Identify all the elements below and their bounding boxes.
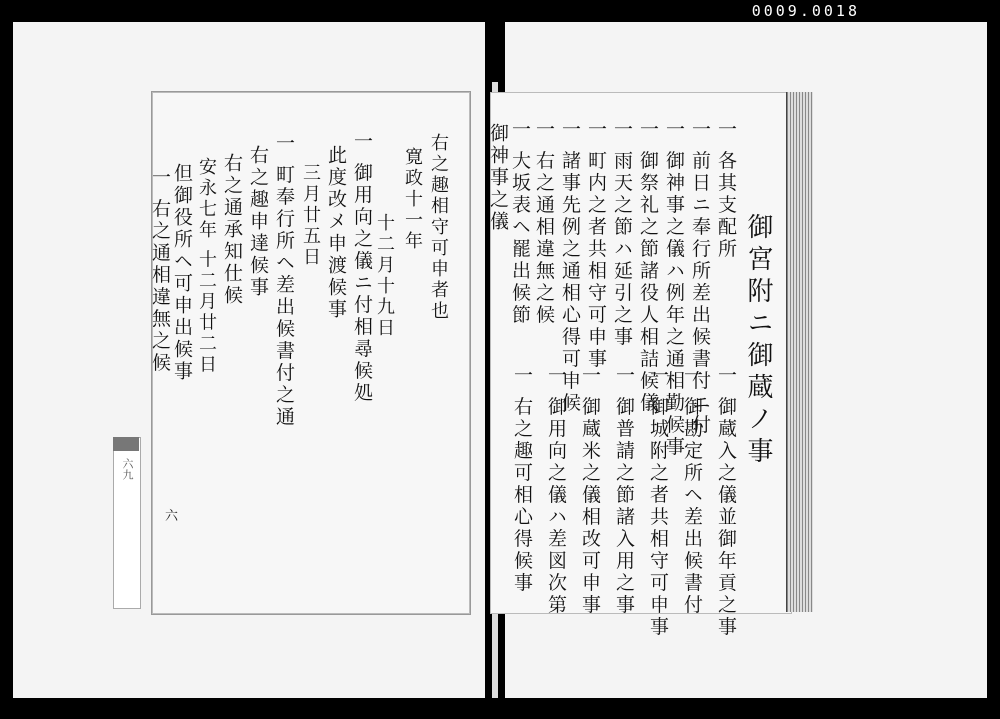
page-number: 六 [165,509,179,524]
right-col-1: 一 各其支配所 [715,119,737,261]
right-col-6: 一 町内之者共相守可申事 [585,119,607,371]
right-lower-col-1: 一 御蔵入之儀並御年貢之事 [715,365,737,639]
left-col-6: 三月廿五日 [300,163,321,268]
index-tab-header [113,437,139,451]
left-col-9: 右之通承知仕候 [221,153,243,307]
left-col-4: 一 御用向之儀ニ付相尋候処 [351,131,373,405]
right-lower-col-5: 一 御蔵米之儀相改可申事 [579,365,601,617]
right-lower-col-6: 一 御用向之儀ハ差図次第 [545,365,567,617]
right-col-10: 御神事之儀 [487,123,509,233]
index-tab-label: 六九 [121,458,134,480]
right-col-7: 一 諸事先例之通相心得可申候 [559,119,581,415]
right-col-4: 一 御祭礼之節諸役人相詰候儀 [637,119,659,415]
left-col-7: 一 町奉行所ヘ差出候書付之通 [273,133,295,429]
right-col-2: 一 前日ニ奉行所差出候書付ニ付 [689,119,711,437]
left-col-1: 右之趣相守可申者也 [428,133,449,322]
right-col-8: 一 右之通相違無之候 [533,119,555,327]
page-edges [786,92,813,612]
left-col-5: 此度改メ申渡候事 [325,145,347,321]
right-col-3: 一 御神事之儀ハ例年之通相勤候事 [663,119,685,459]
frame-counter: 0009.0018 [751,2,860,20]
right-lower-col-4: 一 御普請之節諸入用之事 [613,365,635,617]
left-col-3: 十二月十九日 [374,213,395,339]
left-col-11: 但御役所ヘ可申出候事 [171,163,193,383]
right-col-5: 一 雨天之節ハ延引之事 [611,119,633,349]
right-lower-col-7: 一 右之趣可相心得候事 [511,365,533,595]
right-lower-col-2: 一 御勘定所ヘ差出候書付 [681,365,703,617]
right-col-9: 一 大坂表ヘ罷出候節 [509,119,531,327]
left-page [149,92,470,614]
left-col-10: 安永七年 十二月廿二日 [196,157,217,376]
right-page-title: 御宮附ニ御蔵ノ事 [743,213,773,469]
right-page [487,92,792,639]
left-col-2: 寛政十一年 [402,147,423,252]
left-col-8: 右之趣申達候事 [247,145,269,299]
right-lower-col-3: 一 御城附之者共相守可申事 [647,365,669,639]
left-col-12: 一 右之通相違無之候 [149,167,171,375]
